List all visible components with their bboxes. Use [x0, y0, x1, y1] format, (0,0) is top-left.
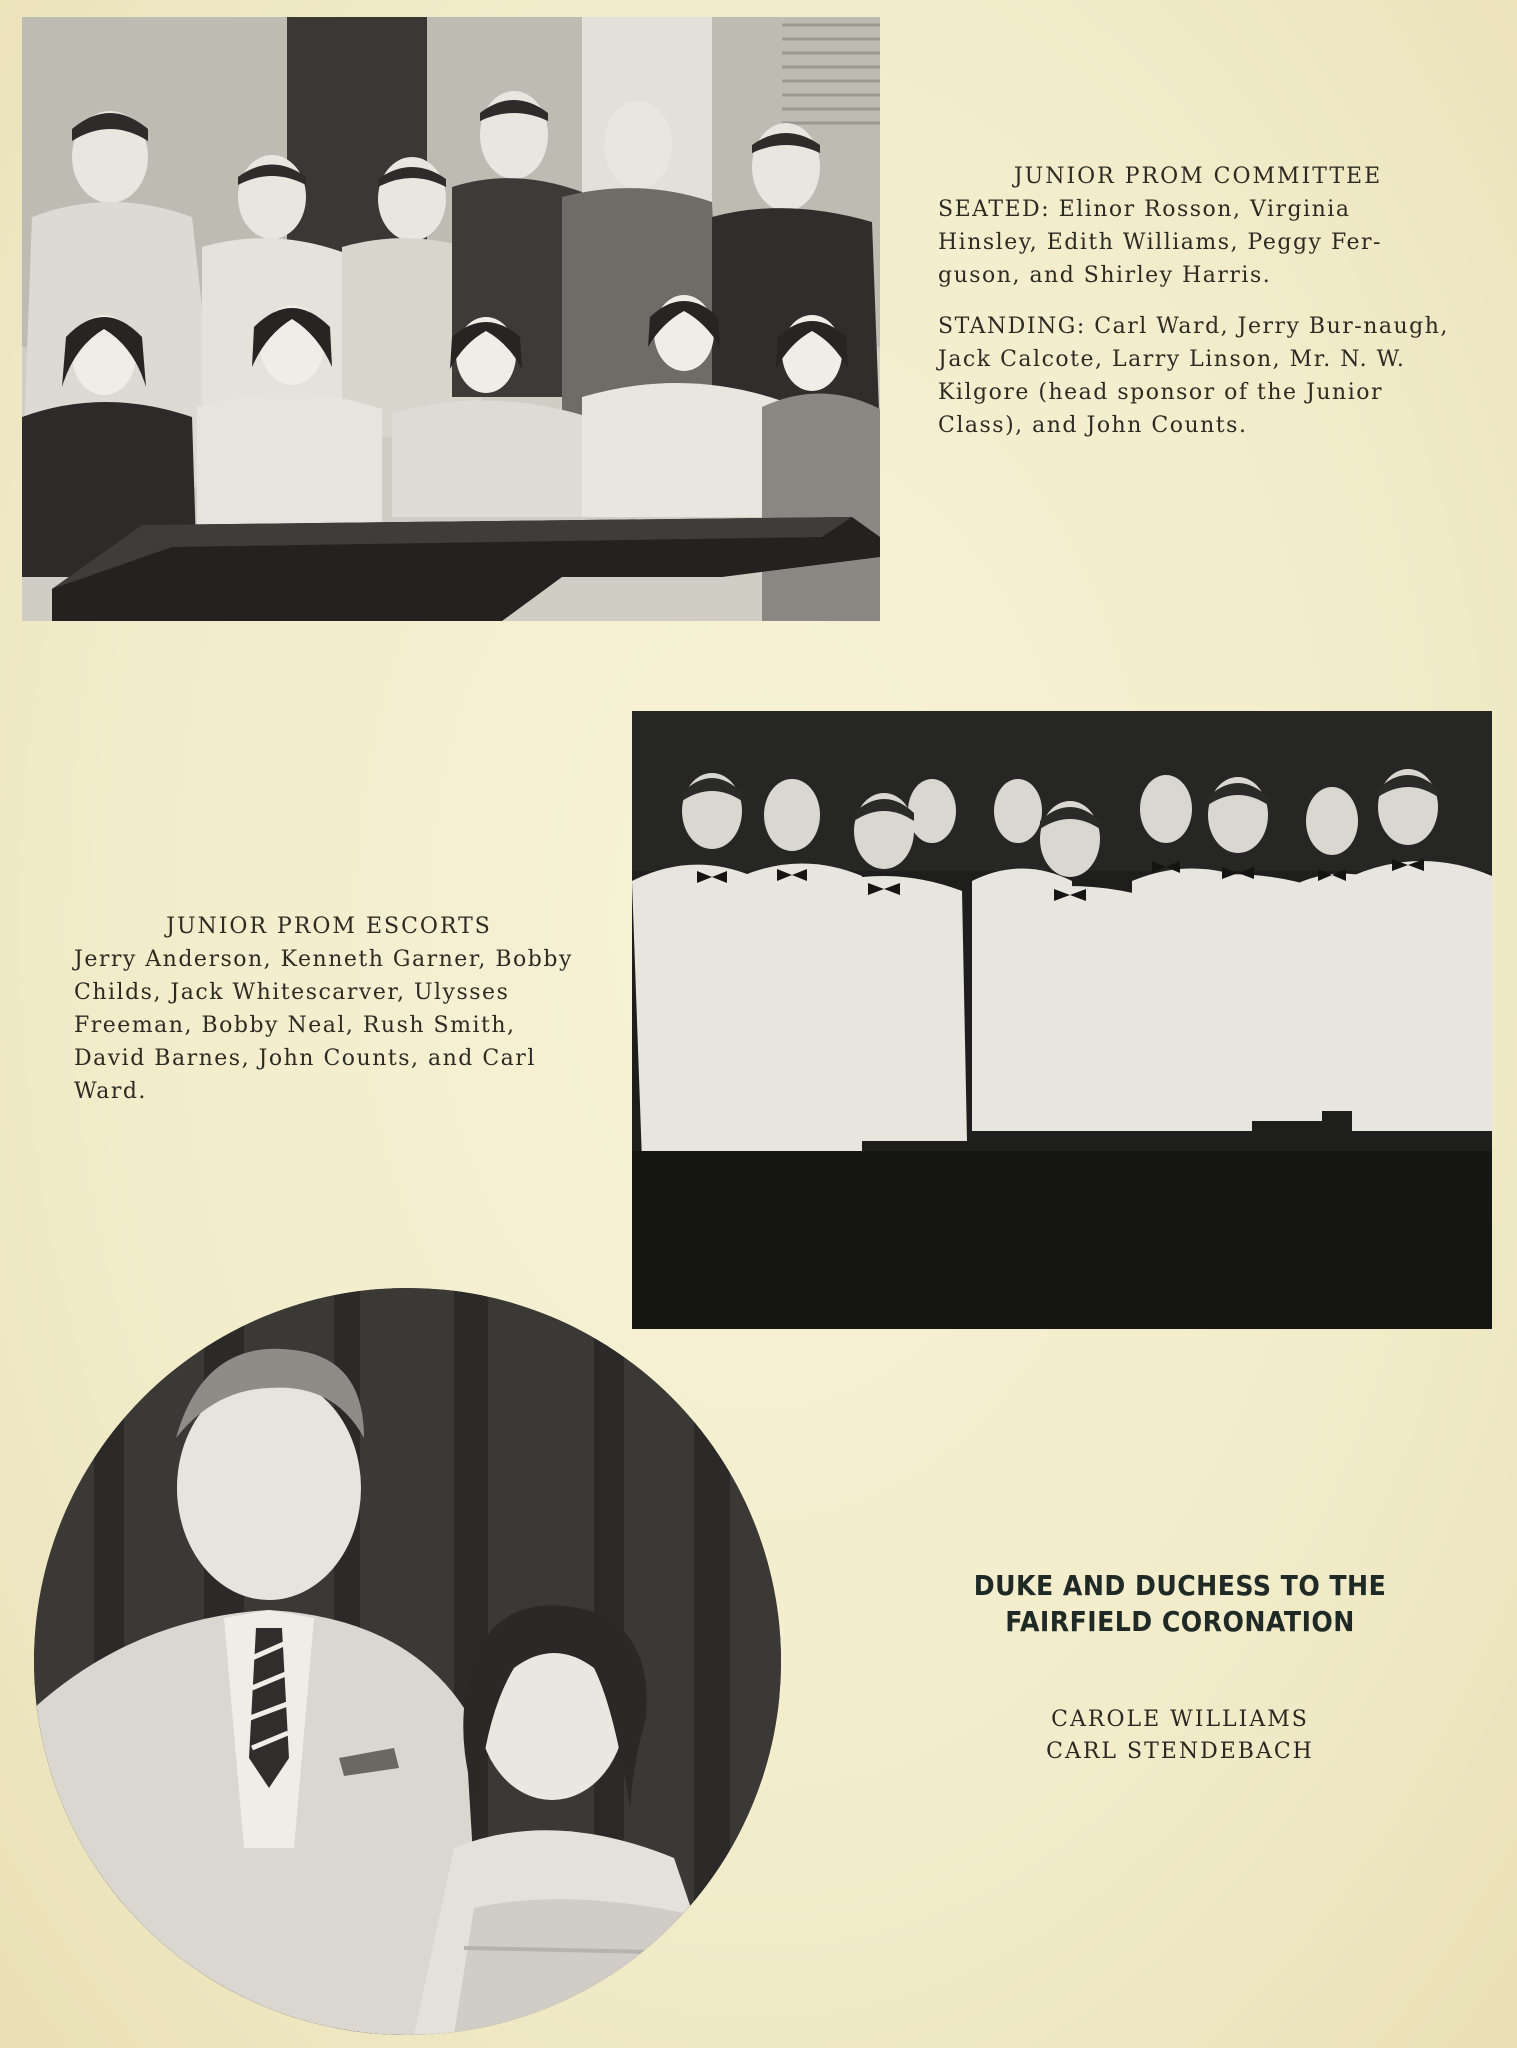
coronation-title	[946, 1568, 1414, 1640]
coronation-title-line2: FAIRFIELD CORONATION	[1005, 1605, 1355, 1638]
duchess-name: CAROLE WILLIAMS	[1051, 1707, 1309, 1732]
committee-seated-names: SEATED: Elinor Rosson, Virginia Hinsley, Edith Williams, Peggy Fer-guson, and Shirley Harris.	[938, 197, 1382, 288]
committee-caption	[938, 160, 1458, 442]
committee-standing-names: STANDING: Carl Ward, Jerry Bur-naugh, Jack Calcote, Larry Linson, Mr. N. W. Kilgore (head sponsor of the Junior Class), and John Counts.	[938, 314, 1449, 438]
escorts-heading: JUNIOR PROM ESCORTS	[166, 914, 492, 939]
escorts-photo	[632, 711, 1492, 1329]
escorts-caption	[74, 910, 584, 1108]
escorts-names: Jerry Anderson, Kenneth Garner, Bobby Childs, Jack Whitescarver, Ulysses Freeman, Bobby Neal, Rush Smith, David Barnes, John Counts, and Carl Ward.	[74, 947, 573, 1104]
coronation-names	[980, 1704, 1380, 1768]
coronation-title-line1: DUKE AND DUCHESS TO THE	[973, 1569, 1387, 1602]
duke-name: CARL STENDEBACH	[1046, 1739, 1314, 1764]
committee-heading: JUNIOR PROM COMMITTEE	[1013, 164, 1383, 189]
committee-photo	[22, 17, 880, 621]
duke-duchess-photo	[34, 1288, 781, 2035]
